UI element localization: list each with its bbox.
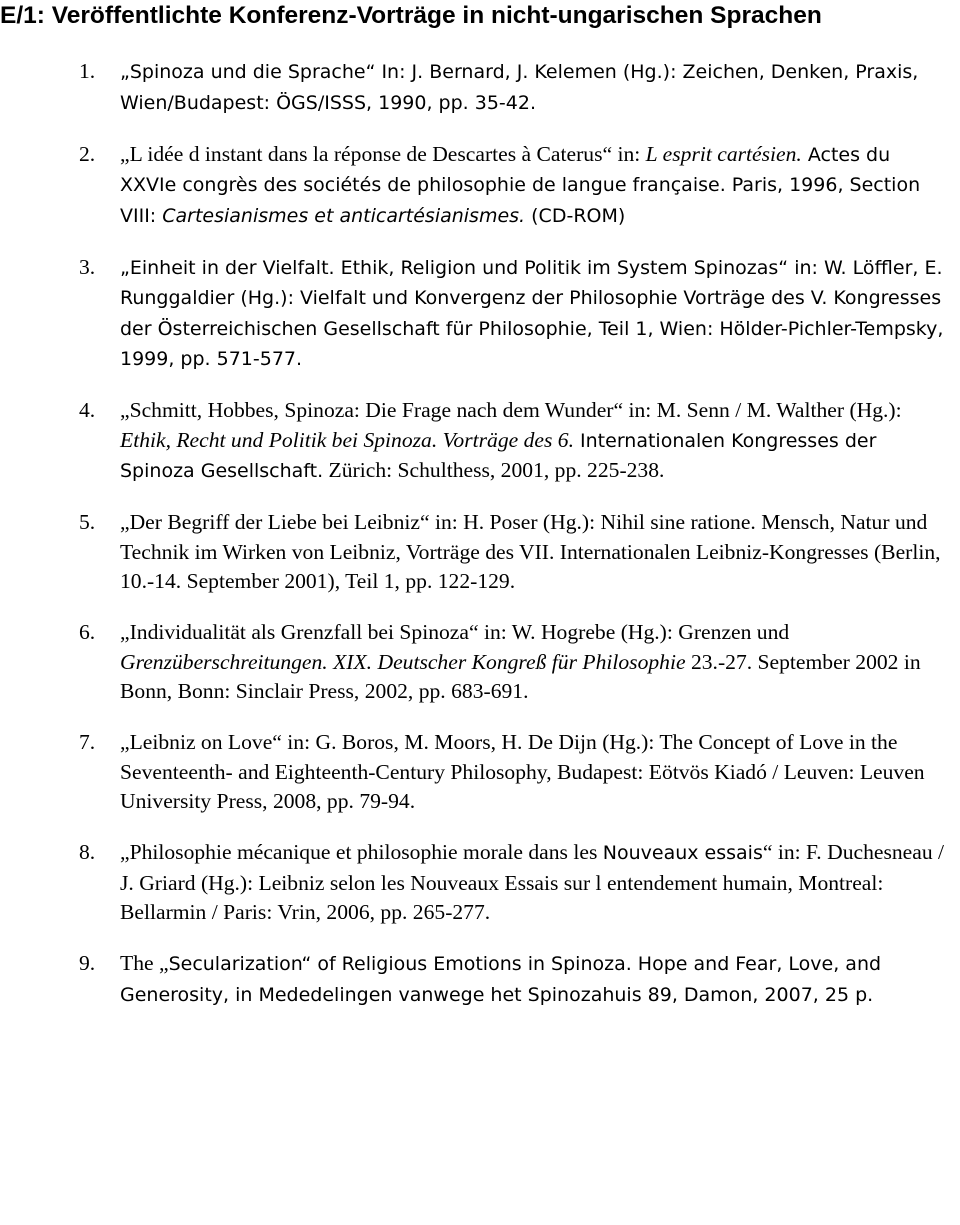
publication-number: 4.	[79, 398, 96, 422]
publication-item	[0, 838, 960, 928]
publication-number: 7.	[79, 730, 96, 754]
citation-title-italic: Grenzüberschreitungen. XIX. Deutscher Kongreß für Philosophie	[120, 649, 686, 674]
citation-segment: (CD-ROM)	[525, 204, 626, 227]
citation-segment: Nouveaux essais	[602, 842, 763, 864]
citation-segment: The „	[120, 951, 169, 975]
citation-segment: „Einheit in der Vielfalt. Ethik, Religion und Politik im System Spinozas“ in: W. Löffler, E. Runggaldier (Hg.): Vielfalt und Konvergenz der Philosophie Vorträge des V. Kongresses der Österreichischen Gesellschaft für Philosophie, Teil 1, Wien: Hölder-Pichler-Tempsky, 1999, pp. 571-577.	[120, 256, 944, 370]
citation-segment: „Schmitt, Hobbes, Spinoza: Die Frage nach dem Wunder“ in: M. Senn / M. Walther (Hg.):	[120, 398, 902, 422]
publication-item	[0, 140, 960, 232]
citation-segment: „Der Begriff der Liebe bei Leibniz“ in: H. Poser (Hg.): Nihil sine ratione. Mensch, Natur und Technik im Wirken von Leibniz, Vorträge des VII. Internationalen Leibniz-Kongresses (Berlin, 10.-14. September 2001), Teil 1, pp. 122-129.	[120, 510, 941, 593]
citation-segment: „Individualität als Grenzfall bei Spinoza“ in: W. Hogrebe (Hg.): Grenzen und	[120, 620, 790, 644]
publication-citation	[120, 838, 950, 928]
publication-number: 3.	[79, 254, 96, 279]
citation-segment: Secularization“ of Religious Emotions in Spinoza. Hope and Fear, Love, and Generosity, in Mededelingen vanwege het Spinozahuis 89, Damon, 2007, 25 p.	[120, 953, 882, 1006]
publication-item	[0, 508, 960, 597]
citation-segment: “ in: F. Duchesneau / J. Griard (Hg.): Leibniz selon les Nouveaux Essais sur l entendement humain, Montreal: Bellarmin / Paris: Vrin, 2006, pp. 265-277.	[120, 840, 945, 924]
citation-segment: „L idée d instant dans la réponse de Descartes à Caterus“ in:	[120, 141, 646, 166]
publication-number: 2.	[79, 141, 96, 166]
publication-citation	[120, 57, 950, 118]
citation-title-italic: Cartesianismes et anticartésianismes.	[162, 204, 526, 227]
citation-segment: „Leibniz on Love“ in: G. Boros, M. Moors, H. De Dijn (Hg.): The Concept of Love in the Seventeenth- and Eighteenth-Century Philosophy, Budapest: Eötvös Kiadó / Leuven: Leuven University Press, 2008, pp. 79-94.	[120, 730, 925, 813]
publication-item	[0, 253, 960, 375]
publication-item	[0, 728, 960, 817]
publication-item	[0, 618, 960, 707]
citation-title-italic: Ethik, Recht und Politik bei Spinoza. Vorträge des 6.	[120, 427, 574, 452]
publication-citation	[120, 949, 950, 1010]
publication-citation	[120, 140, 950, 232]
publication-citation	[120, 728, 950, 817]
publication-number: 5.	[79, 510, 96, 534]
citation-segment: Internationalen Kongresses der Spinoza Gesellschaft.	[120, 429, 877, 482]
publication-citation	[120, 508, 950, 597]
publication-item	[0, 57, 960, 118]
page-heading: E/1: Veröffentlichte Konferenz-Vorträge in nicht-ungarischen Sprachen	[0, 2, 822, 29]
citation-segment: Zürich: Schulthess, 2001, pp. 225-238.	[323, 458, 665, 482]
publication-number: 8.	[79, 840, 96, 864]
publication-citation	[120, 396, 950, 487]
citation-title-italic: L esprit cartésien.	[645, 141, 802, 166]
citation-segment: Actes du XXVIe congrès des sociétés de philosophie de langue française. Paris, 1996, Section VIII:	[120, 143, 921, 227]
publication-number: 6.	[79, 620, 96, 644]
publication-citation	[120, 253, 950, 375]
publication-number: 1.	[79, 59, 96, 83]
publication-item	[0, 396, 960, 487]
publication-list	[0, 57, 960, 1032]
publication-number: 9.	[79, 951, 96, 975]
publication-item	[0, 949, 960, 1010]
publication-citation	[120, 618, 950, 707]
citation-segment: „Spinoza und die Sprache“ In: J. Bernard, J. Kelemen (Hg.): Zeichen, Denken, Praxis, Wien/Budapest: ÖGS/ISSS, 1990, pp. 35-42.	[120, 61, 919, 114]
citation-segment: „Philosophie mécanique et philosophie morale dans les	[120, 840, 603, 864]
citation-segment: 23.-27. September 2002 in Bonn, Bonn: Sinclair Press, 2002, pp. 683-691.	[120, 649, 921, 703]
